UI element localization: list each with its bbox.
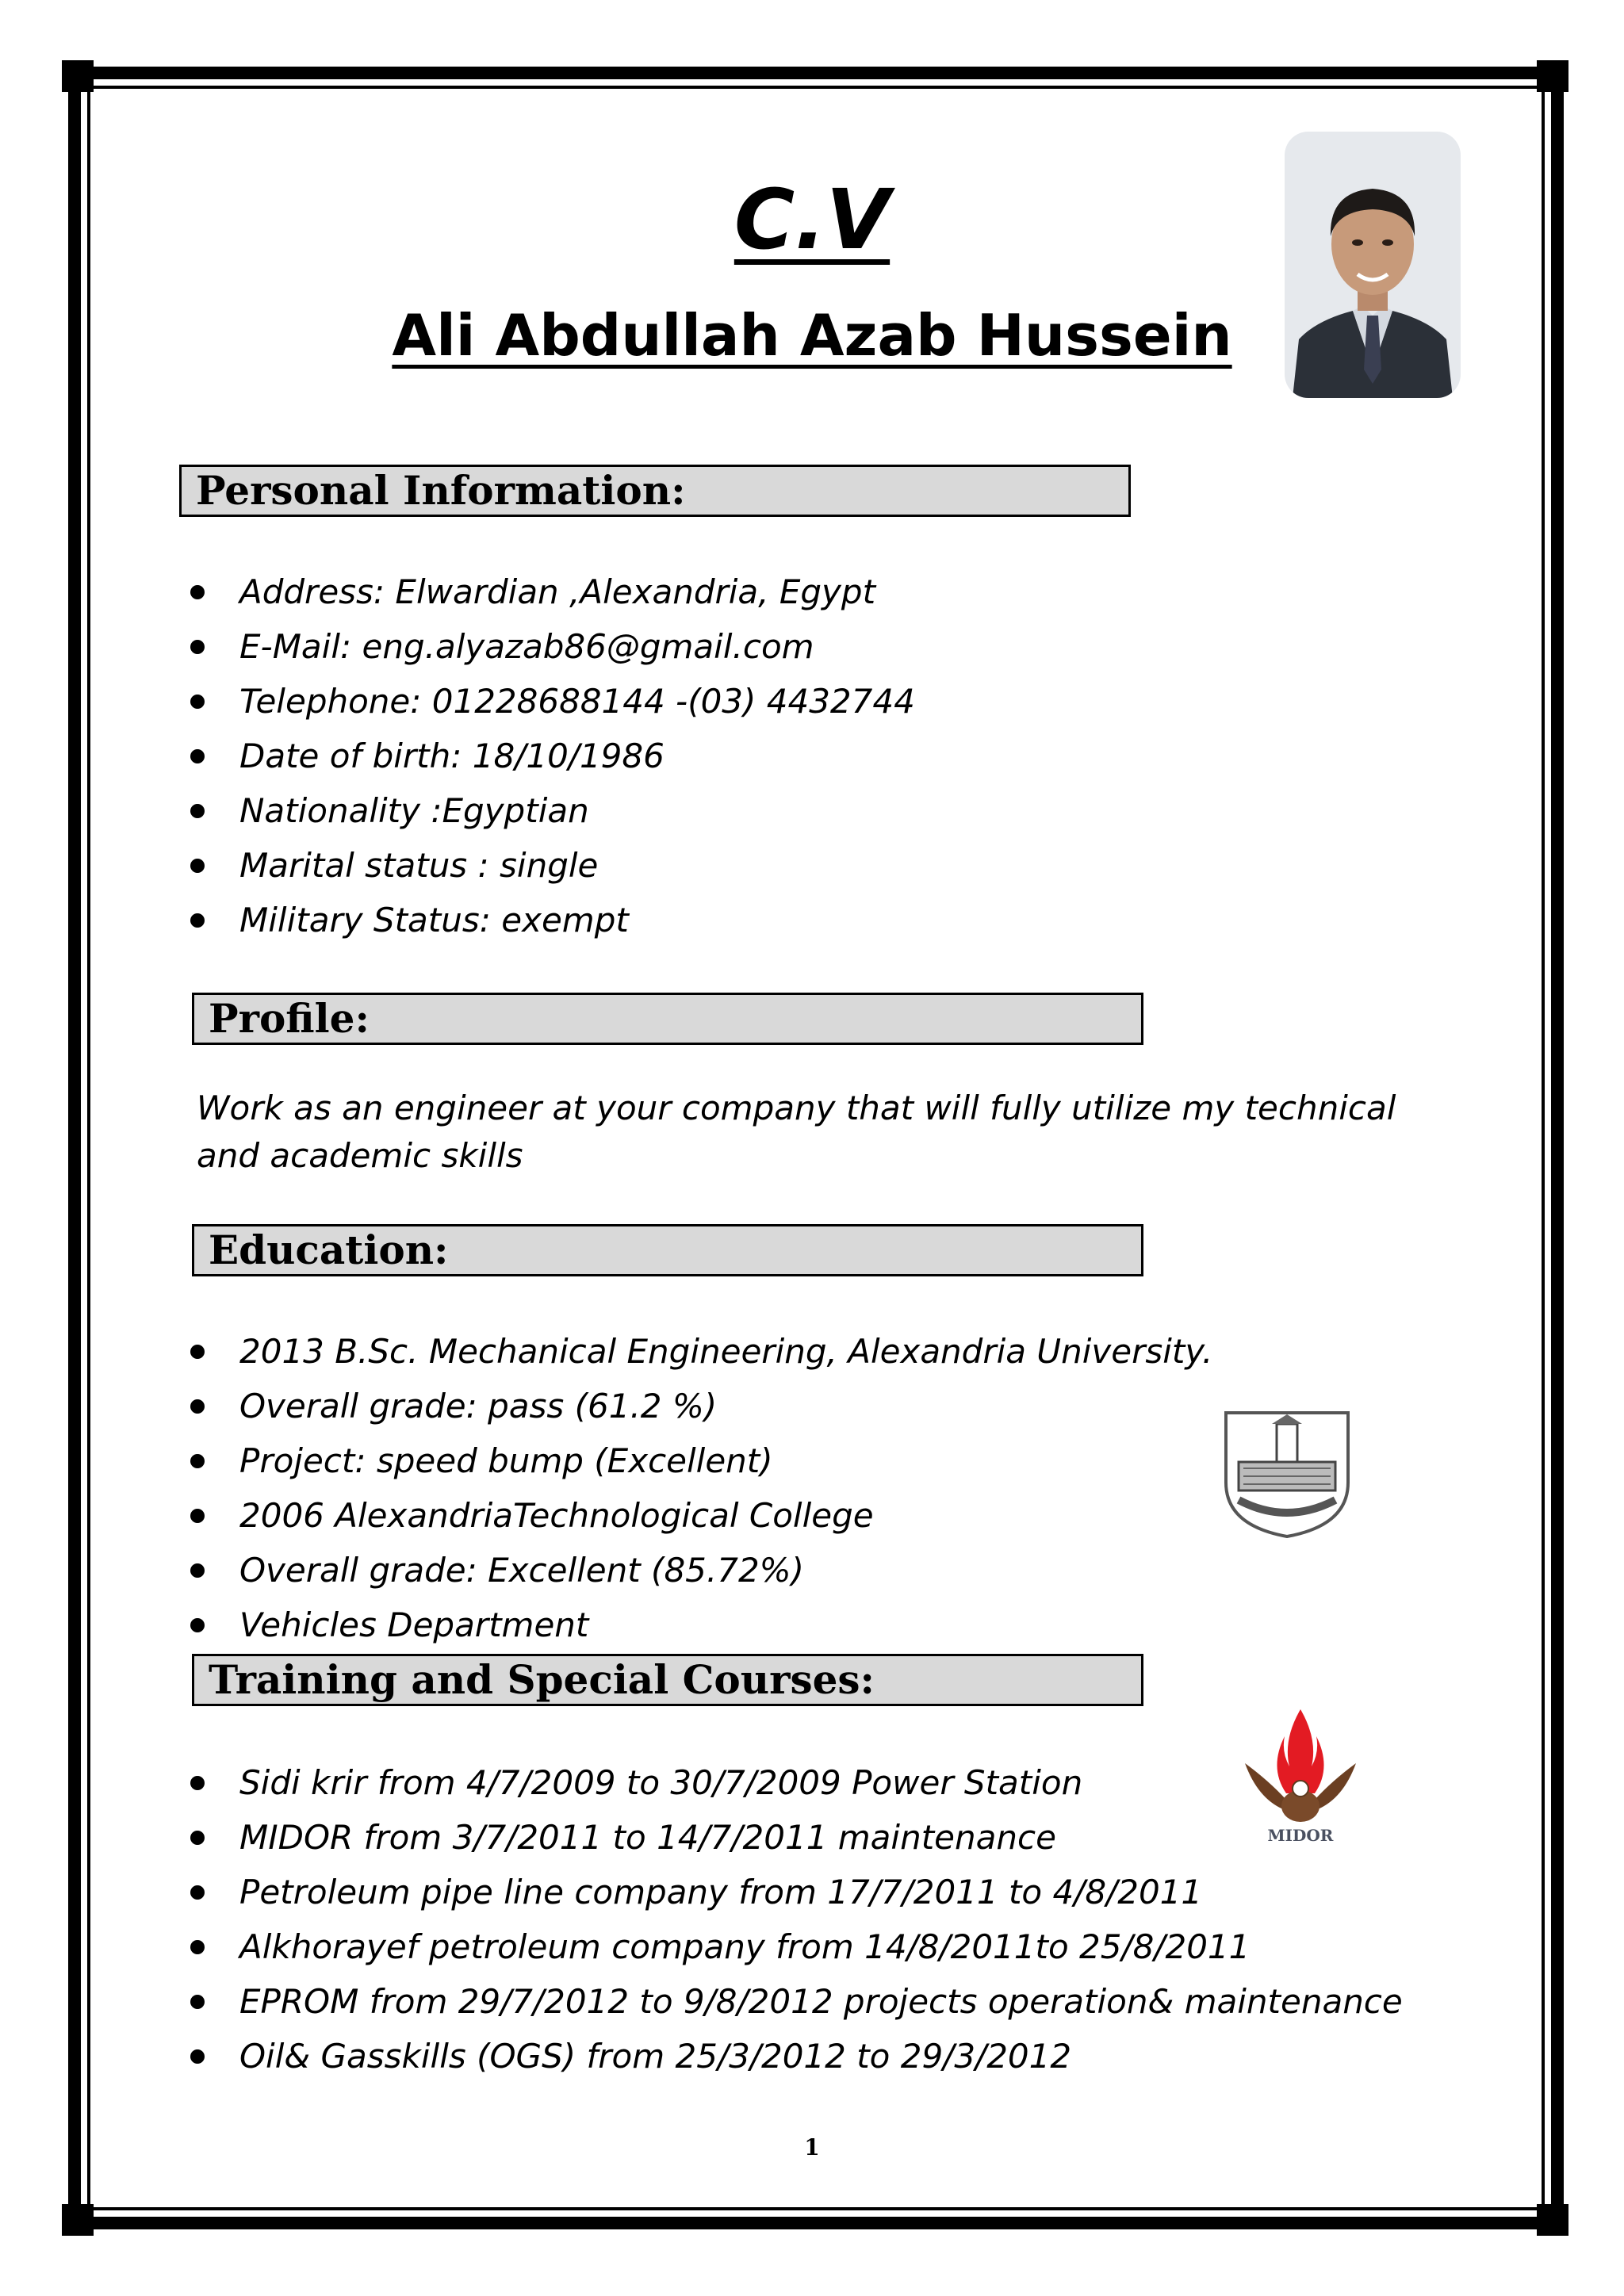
border-corner-top-left (62, 60, 94, 92)
section-heading-training: Training and Special Courses: (192, 1654, 1143, 1706)
bullet-icon (190, 1345, 205, 1359)
list-item: EPROM from 29/7/2012 to 9/8/2012 projects operation& maintenance (239, 1974, 1403, 2029)
bullet-icon (190, 1885, 205, 1900)
bullet-icon (190, 1995, 205, 2009)
list-item: MIDOR from 3/7/2011 to 14/7/2011 maintenance (239, 1810, 1403, 1865)
bullet-icon (190, 1618, 205, 1632)
section-heading-personal: Personal Information: (179, 465, 1131, 517)
candidate-name: Ali Abdullah Azab Hussein (392, 302, 1232, 369)
list-item: Project: speed bump (Excellent) (239, 1433, 1212, 1488)
list-item: Date of birth: 18/10/1986 (239, 729, 915, 783)
border-corner-top-right (1537, 60, 1568, 92)
list-item: Marital status : single (239, 838, 915, 893)
section-heading-education: Education: (192, 1224, 1143, 1276)
bullet-icon (190, 1399, 205, 1414)
bullet-icon (190, 640, 205, 654)
list-item: 2006 AlexandriaTechnological College (239, 1488, 1212, 1543)
bullet-icon (190, 1509, 205, 1523)
svg-text:MIDOR: MIDOR (1267, 1826, 1334, 1845)
list-item: Sidi krir from 4/7/2009 to 30/7/2009 Power Station (239, 1755, 1403, 1810)
list-item: Vehicles Department (239, 1598, 1212, 1652)
list-item: Overall grade: pass (61.2 %) (239, 1379, 1212, 1433)
list-item: Overall grade: Excellent (85.72%) (239, 1543, 1212, 1598)
university-logo (1220, 1406, 1354, 1540)
list-item: Military Status: exempt (239, 893, 915, 947)
bullet-icon (190, 1563, 205, 1578)
profile-photo (1285, 132, 1461, 398)
bullet-icon (190, 695, 205, 709)
border-corner-bottom-left (62, 2204, 94, 2236)
bullet-icon (190, 585, 205, 599)
border-corner-bottom-right (1537, 2204, 1568, 2236)
bullet-icon (190, 1454, 205, 1468)
section-heading-profile: Profile: (192, 993, 1143, 1045)
training-list (239, 1755, 1403, 2084)
profile-text: Work as an engineer at your company that will fully utilize my technical and academic skills (197, 1089, 1396, 1175)
bullet-icon (190, 859, 205, 873)
bullet-icon (190, 804, 205, 818)
page-number: 1 (804, 2134, 820, 2160)
list-item: Petroleum pipe line company from 17/7/2011 to 4/8/2011 (239, 1865, 1403, 1919)
bullet-icon (190, 2049, 205, 2064)
list-item: Alkhorayef petroleum company from 14/8/2011to 25/8/2011 (239, 1919, 1403, 1974)
personal-info-list (239, 564, 915, 947)
list-item: E-Mail: eng.alyazab86@gmail.com (239, 619, 915, 674)
bullet-icon (190, 1776, 205, 1790)
midor-logo (1237, 1705, 1364, 1847)
list-item: Nationality :Egyptian (239, 783, 915, 838)
bullet-icon (190, 1940, 205, 1954)
list-item: Telephone: 01228688144 -(03) 4432744 (239, 674, 915, 729)
bullet-icon (190, 913, 205, 928)
document-title: C.V (733, 171, 891, 268)
bullet-icon (190, 1831, 205, 1845)
list-item: Oil& Gasskills (OGS) from 25/3/2012 to 29/3/2012 (239, 2029, 1403, 2084)
list-item: Address: Elwardian ,Alexandria, Egypt (239, 564, 915, 619)
education-list (239, 1324, 1212, 1652)
bullet-icon (190, 749, 205, 763)
list-item: 2013 B.Sc. Mechanical Engineering, Alexandria University. (239, 1324, 1212, 1379)
